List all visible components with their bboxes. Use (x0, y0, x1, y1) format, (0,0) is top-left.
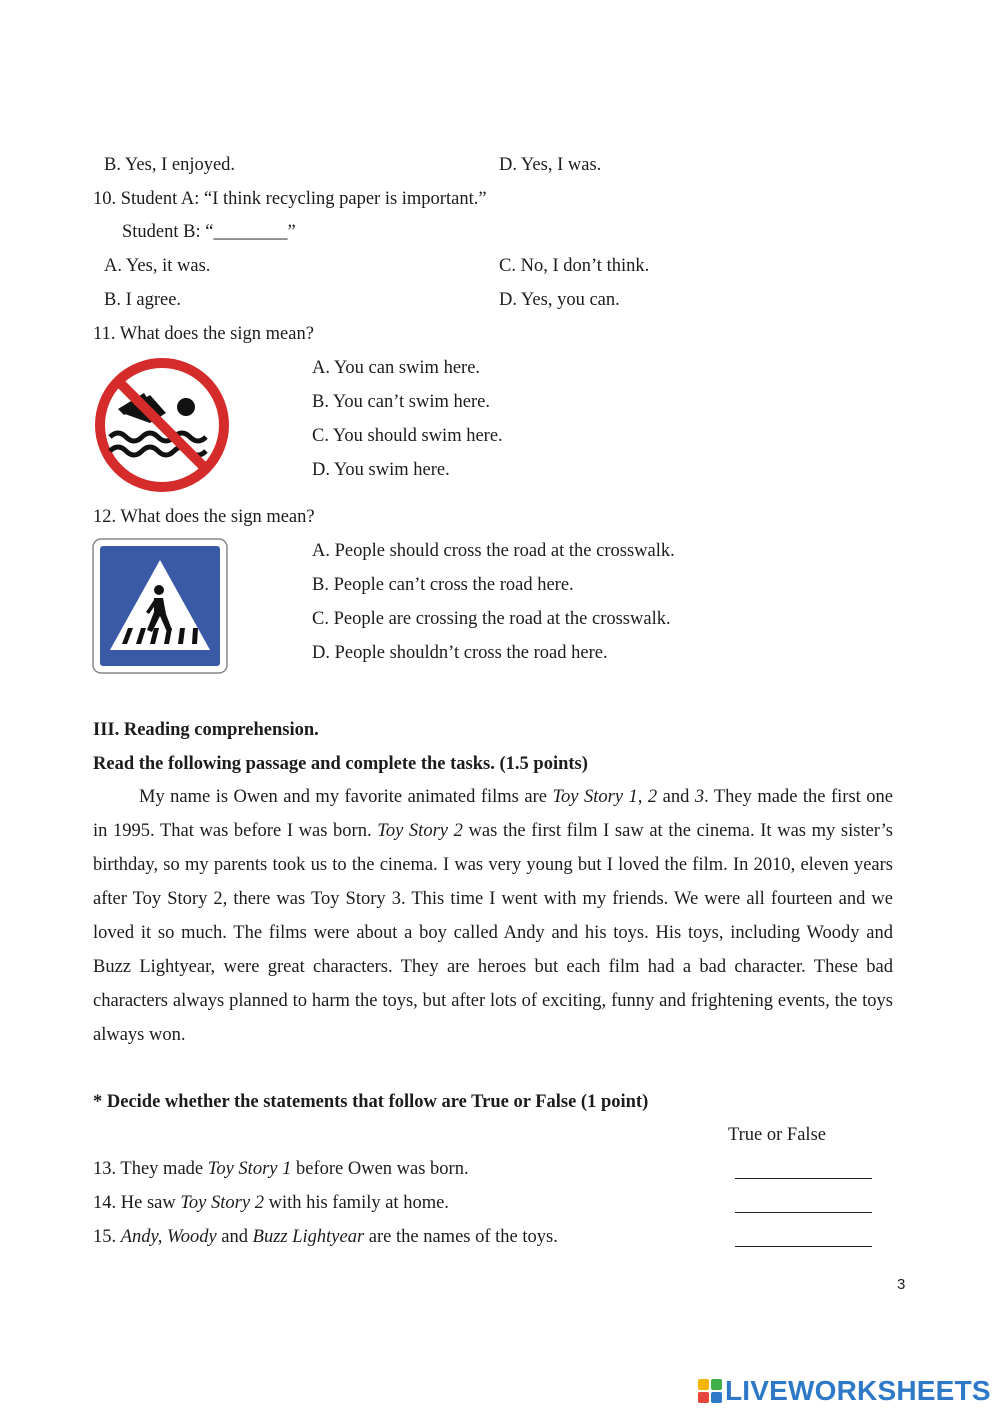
q14-statement: 14. He saw Toy Story 2 with his family at home. (93, 1193, 449, 1213)
q12-option-a: A. People should cross the road at the crosswalk. (312, 541, 675, 561)
q9-option-b: B. Yes, I enjoyed. (104, 155, 236, 175)
tf-heading: * Decide whether the statements that follow are True or False (1 point) (93, 1092, 649, 1112)
tf-column-label: True or False (728, 1125, 826, 1145)
section-heading: III. Reading comprehension. (93, 720, 319, 740)
q11-option-c: C. You should swim here. (312, 426, 503, 446)
passage-italic: Toy Story 1, 2 (552, 787, 658, 807)
q10-option-d: D. Yes, you can. (499, 290, 620, 310)
q10-option-c: C. No, I don’t think. (499, 256, 650, 276)
q10-option-a: A. Yes, it was. (104, 256, 211, 276)
reading-passage (93, 780, 893, 1052)
q10-question: 10. Student A: “I think recycling paper is important.” (93, 189, 487, 209)
q12-option-b: B. People can’t cross the road here. (312, 575, 574, 595)
q11-option-b: B. You can’t swim here. (312, 392, 490, 412)
page-number: 3 (897, 1276, 906, 1293)
pedestrian-crossing-sign-icon (92, 538, 228, 674)
q10-option-b: B. I agree. (104, 290, 182, 310)
q13-answer-blank[interactable] (735, 1178, 872, 1179)
q12-option-c: C. People are crossing the road at the crosswalk. (312, 609, 671, 629)
passage-italic: Toy Story 2 (377, 821, 463, 841)
liveworksheets-logo-icon (697, 1378, 723, 1404)
no-swimming-sign-icon (92, 355, 232, 495)
q10-student-b: Student B: “________” (122, 222, 296, 242)
q11-option-d: D. You swim here. (312, 460, 450, 480)
q12-option-d: D. People shouldn’t cross the road here. (312, 643, 608, 663)
q13-statement: 13. They made Toy Story 1 before Owen was born. (93, 1159, 469, 1179)
q15-statement: 15. Andy, Woody and Buzz Lightyear are the names of the toys. (93, 1227, 558, 1247)
q9-option-d: D. Yes, I was. (499, 155, 602, 175)
passage-text: and (657, 787, 695, 807)
passage-text: . They made the first one in 1995. That was before I was born. (93, 787, 893, 841)
q11-question: 11. What does the sign mean? (93, 324, 314, 344)
passage-text: was the first film I saw at the cinema. It was my sister’s birthday, so my parents took us to the cinema. I was very young but I loved the film. In 2010, eleven years after Toy Story 2, there was Toy Story 3. This time I went with my friends. We were all fourteen and we loved it so much. The films were about a boy called Andy and his toys. His toys, including Woody and Buzz Lightyear, were great characters. They are heroes but each film had a bad character. These bad characters always planned to harm the toys, but after lots of exciting, funny and frightening events, the toys always won. (93, 821, 893, 1045)
q12-question: 12. What does the sign mean? (93, 507, 315, 527)
logo-text: LIVEWORKSHEETS (725, 1375, 991, 1406)
section-instruction: Read the following passage and complete the tasks. (1.5 points) (93, 754, 588, 774)
passage-text: My name is Owen and my favorite animated films are (139, 787, 553, 807)
passage-italic: 3 (694, 787, 705, 807)
q14-answer-blank[interactable] (735, 1212, 872, 1213)
liveworksheets-logo[interactable] (697, 1374, 991, 1408)
q11-option-a: A. You can swim here. (312, 358, 481, 378)
q15-answer-blank[interactable] (735, 1246, 872, 1247)
